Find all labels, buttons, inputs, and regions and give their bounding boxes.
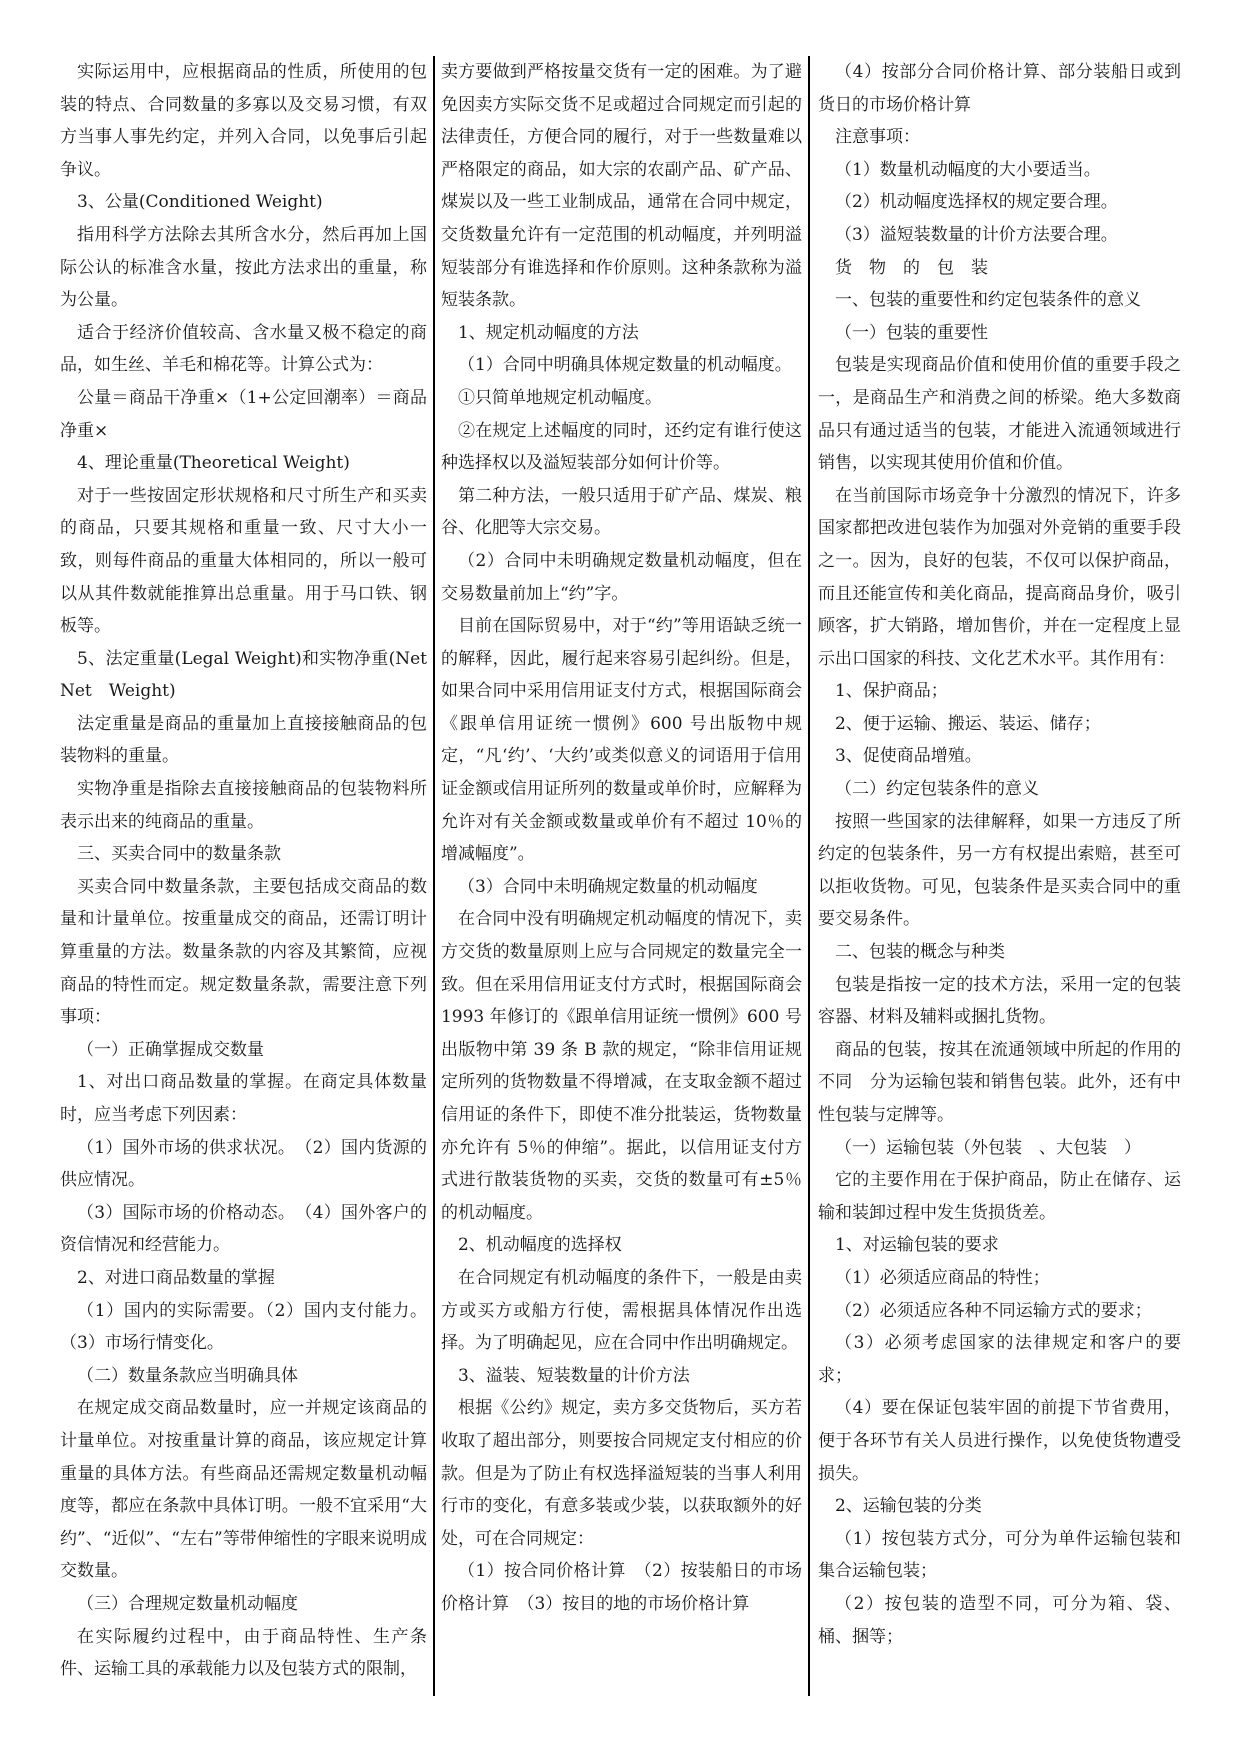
- paragraph: 2、运输包装的分类: [834, 1496, 982, 1517]
- paragraph: （1）合同中明确具体规定数量的机动幅度。: [457, 355, 792, 376]
- paragraph: 在实际履约过程中，由于商品特性、生产条件、运输工具的承载能力以及包装方式的限制，: [60, 1626, 427, 1680]
- paragraph: （1）国外市场的供求状况。 （2）国内货源的供应情况。: [60, 1137, 427, 1191]
- paragraph: 在当前国际市场竞争十分激烈的情况下，许多国家都把改进包装作为加强对外竞销的重要手段之一。因为，良好的包装，不仅可以保护商品，而且还能宣传和美化商品，提高商品身价，吸引顾客，扩大销路，增加售价，并在一定程度上显示出口国家的科技、文化艺术水平。其作用有：: [817, 485, 1181, 669]
- paragraph: （2）机动幅度选择权的规定要合理。: [834, 192, 1118, 213]
- text-column-1: [60, 56, 433, 1696]
- paragraph: 包装是指按一定的技术方法，采用一定的包装容器、材料及辅料或捆扎货物。: [817, 974, 1181, 1028]
- paragraph: 法定重量是商品的重量加上直接接触商品的包装物料的重量。: [60, 713, 427, 767]
- paragraph: 在规定成交商品数量时，应一并规定该商品的计量单位。对按重量计算的商品，该应规定计算重量的具体方法。有些商品还需规定数量机动幅度等，都应在条款中具体订明。一般不宜采用“大约”、“近似”、“左右”等带伸缩性的字眼来说明成交数量。: [60, 1398, 427, 1582]
- paragraph: （2）按包装的造型不同，可分为箱、袋、桶、捆等；: [817, 1593, 1181, 1647]
- paragraph: ②在规定上述幅度的同时，还约定有谁行使这种选择权以及溢短装部分如何计价等。: [440, 420, 802, 474]
- paragraph: （3）必须考虑国家的法律规定和客户的要求；: [817, 1333, 1181, 1386]
- text-column-3: [808, 56, 1181, 1696]
- paragraph: 按照一些国家的法律解释，如果一方违反了所约定的包装条件，另一方有权提出索赔，甚至可以拒收货物。可见，包装条件是买卖合同中的重要交易条件。: [817, 811, 1181, 930]
- paragraph: 第二种方法，一般只适用于矿产品、煤炭、粮谷、化肥等大宗交易。: [440, 485, 802, 539]
- paragraph: （4）要在保证包装牢固的前提下节省费用，便于各环节有关人员进行操作，以免使货物遭受损失。: [817, 1398, 1181, 1484]
- paragraph: 目前在国际贸易中，对于“约”等用语缺乏统一的解释，因此，履行起来容易引起纠纷。但是，如果合同中采用信用证支付方式，根据国际商会《跟单信用证统一惯例》600 号出版物中规定，“凡‘约’、‘大约’或类似意义的词语用于信用证金额或信用证所列的数量或单价时，应解释为允许对有关金额或数量或单价有不超过 10％的增减幅度”。: [440, 616, 802, 865]
- paragraph: 公量＝商品干净重×（1+公定回潮率）＝商品净重×: [60, 387, 427, 441]
- paragraph: （4）按部分合同价格计算、部分装船日或到货日的市场价格计算: [817, 62, 1181, 115]
- paragraph: （2）合同中未明确规定数量机动幅度，但在交易数量前加上“约”字。: [440, 550, 802, 604]
- paragraph: 包装是实现商品价值和使用价值的重要手段之一，是商品生产和消费之间的桥梁。绝大多数商品只有通过适当的包装，才能进入流通领域进行销售，以实现其使用价值和价值。: [817, 355, 1181, 474]
- paragraph: （3）合同中未明确规定数量的机动幅度: [457, 876, 758, 897]
- paragraph: 它的主要作用在于保护商品，防止在储存、运输和装卸过程中发生货损货差。: [817, 1170, 1181, 1223]
- paragraph: 指用科学方法除去其所含水分，然后再加上国际公认的标准含水量，按此方法求出的重量，称为公量。: [60, 224, 427, 311]
- paragraph: 二、包装的概念与种类: [834, 942, 1005, 963]
- paragraph: 5、法定重量(Legal Weight)和实物净重(Net Net Weight): [60, 648, 427, 702]
- paragraph: 三、买卖合同中的数量条款: [77, 844, 281, 865]
- paragraph: 根据《公约》规定，卖方多交货物后，买方若收取了超出部分，则要按合同规定支付相应的价款。但是为了防止有权选择溢短装的当事人利用行市的变化，有意多装或少装，以获取额外的好处，可在合同规定：: [440, 1398, 802, 1549]
- paragraph: 1、对运输包装的要求: [834, 1235, 999, 1256]
- paragraph: （2）必须适应各种不同运输方式的要求；: [834, 1300, 1152, 1321]
- paragraph: 3、溢装、短装数量的计价方法: [457, 1365, 690, 1386]
- paragraph: （1）按包装方式分，可分为单件运输包装和集合运输包装；: [817, 1528, 1181, 1582]
- paragraph: 卖方要做到严格按量交货有一定的困难。为了避免因卖方实际交货不足或超过合同规定而引起的法律责任，方便合同的履行，对于一些数量难以严格限定的商品，如大宗的农副产品、矿产品、煤炭以及一些工业制成品，通常在合同中规定，交货数量允许有一定范围的机动幅度，并列明溢短装部分有谁选择和作价原则。这种条款称为溢短装条款。: [440, 62, 802, 311]
- paragraph: 2、对进口商品数量的掌握: [77, 1267, 275, 1288]
- text-column-2: [433, 56, 808, 1696]
- paragraph: （一）运输包装（外包装 、大包装 ）: [834, 1137, 1141, 1158]
- paragraph: 3、公量(Conditioned Weight): [77, 192, 323, 213]
- paragraph: ①只简单地规定机动幅度。: [457, 387, 662, 408]
- paragraph: 2、机动幅度的选择权: [457, 1235, 622, 1256]
- paragraph: （一）正确掌握成交数量: [77, 1039, 264, 1060]
- paragraph: （3）溢短装数量的计价方法要合理。: [834, 224, 1118, 245]
- paragraph: 货 物 的 包 装: [834, 257, 988, 278]
- paragraph: （1）按合同价格计算 （2）按装船日的市场价格计算 （3）按目的地的市场价格计算: [440, 1561, 802, 1614]
- paragraph: 实物净重是指除去直接接触商品的包装物料所表示出来的纯商品的重量。: [60, 779, 427, 832]
- paragraph: 注意事项：: [834, 127, 920, 148]
- paragraph: （3）国际市场的价格动态。 （4）国外客户的资信情况和经营能力。: [60, 1202, 427, 1256]
- paragraph: （1）必须适应商品的特性；: [834, 1267, 1050, 1288]
- paragraph: 1、保护商品；: [834, 681, 948, 702]
- paragraph: 在合同规定有机动幅度的条件下，一般是由卖方或买方或船方行使，需根据具体情况作出选择。为了明确起见，应在合同中作出明确规定。: [440, 1267, 802, 1354]
- paragraph: 适合于经济价值较高、含水量又极不稳定的商品，如生丝、羊毛和棉花等。计算公式为：: [60, 322, 427, 376]
- paragraph: 实际运用中，应根据商品的性质，所使用的包装的特点、合同数量的多寡以及交易习惯，有双方当事人事先约定，并列入合同，以免事后引起争议。: [60, 62, 427, 180]
- paragraph: （1）国内的实际需要。（2）国内支付能力。（3）市场行情变化。: [60, 1300, 427, 1354]
- paragraph: 对于一些按固定形状规格和尺寸所生产和买卖的商品，只要其规格和重量一致、尺寸大小一致，则每件商品的重量大体相同的，所以一般可以从其件数就能推算出总重量。用于马口铁、钢板等。: [60, 485, 427, 637]
- paragraph: 3、促使商品增殖。: [834, 746, 982, 767]
- paragraph: （二）约定包装条件的意义: [834, 779, 1039, 800]
- paragraph: 4、理论重量(Theoretical Weight): [77, 453, 350, 474]
- paragraph: 1、规定机动幅度的方法: [457, 322, 639, 343]
- paragraph: （1）数量机动幅度的大小要适当。: [834, 159, 1101, 180]
- paragraph: 2、便于运输、搬运、装运、储存；: [834, 713, 1101, 734]
- paragraph: 1、对出口商品数量的掌握。在商定具体数量时，应当考虑下列因素：: [60, 1072, 427, 1125]
- paragraph: 一、包装的重要性和约定包装条件的意义: [834, 290, 1141, 311]
- paragraph: 商品的包装，按其在流通领域中所起的作用的不同 分为运输包装和销售包装。此外，还有中性包装与定牌等。: [817, 1039, 1181, 1125]
- paragraph: 在合同中没有明确规定机动幅度的情况下，卖方交货的数量原则上应与合同规定的数量完全一致。但在采用信用证支付方式时，根据国际商会 1993 年修订的《跟单信用证统一惯例》600 号出版物中第 39 条 B 款的规定，“除非信用证规定所列的货物数量不得增减，在支取金额不超过信用证的条件下，即使不准分批装运，货物数量亦允许有 5％的伸缩”。据此，以信用证支付方式进行散装货物的买卖，交货的数量可有±5％的机动幅度。: [440, 909, 802, 1223]
- paragraph: （二）数量条款应当明确具体: [77, 1365, 298, 1386]
- paragraph: （一）包装的重要性: [834, 322, 988, 343]
- paragraph: （三）合理规定数量机动幅度: [77, 1593, 298, 1614]
- paragraph: 买卖合同中数量条款，主要包括成交商品的数量和计量单位。按重量成交的商品，还需订明计算重量的方法。数量条款的内容及其繁简，应视商品的特性而定。规定数量条款，需要注意下列事项：: [60, 876, 427, 1028]
